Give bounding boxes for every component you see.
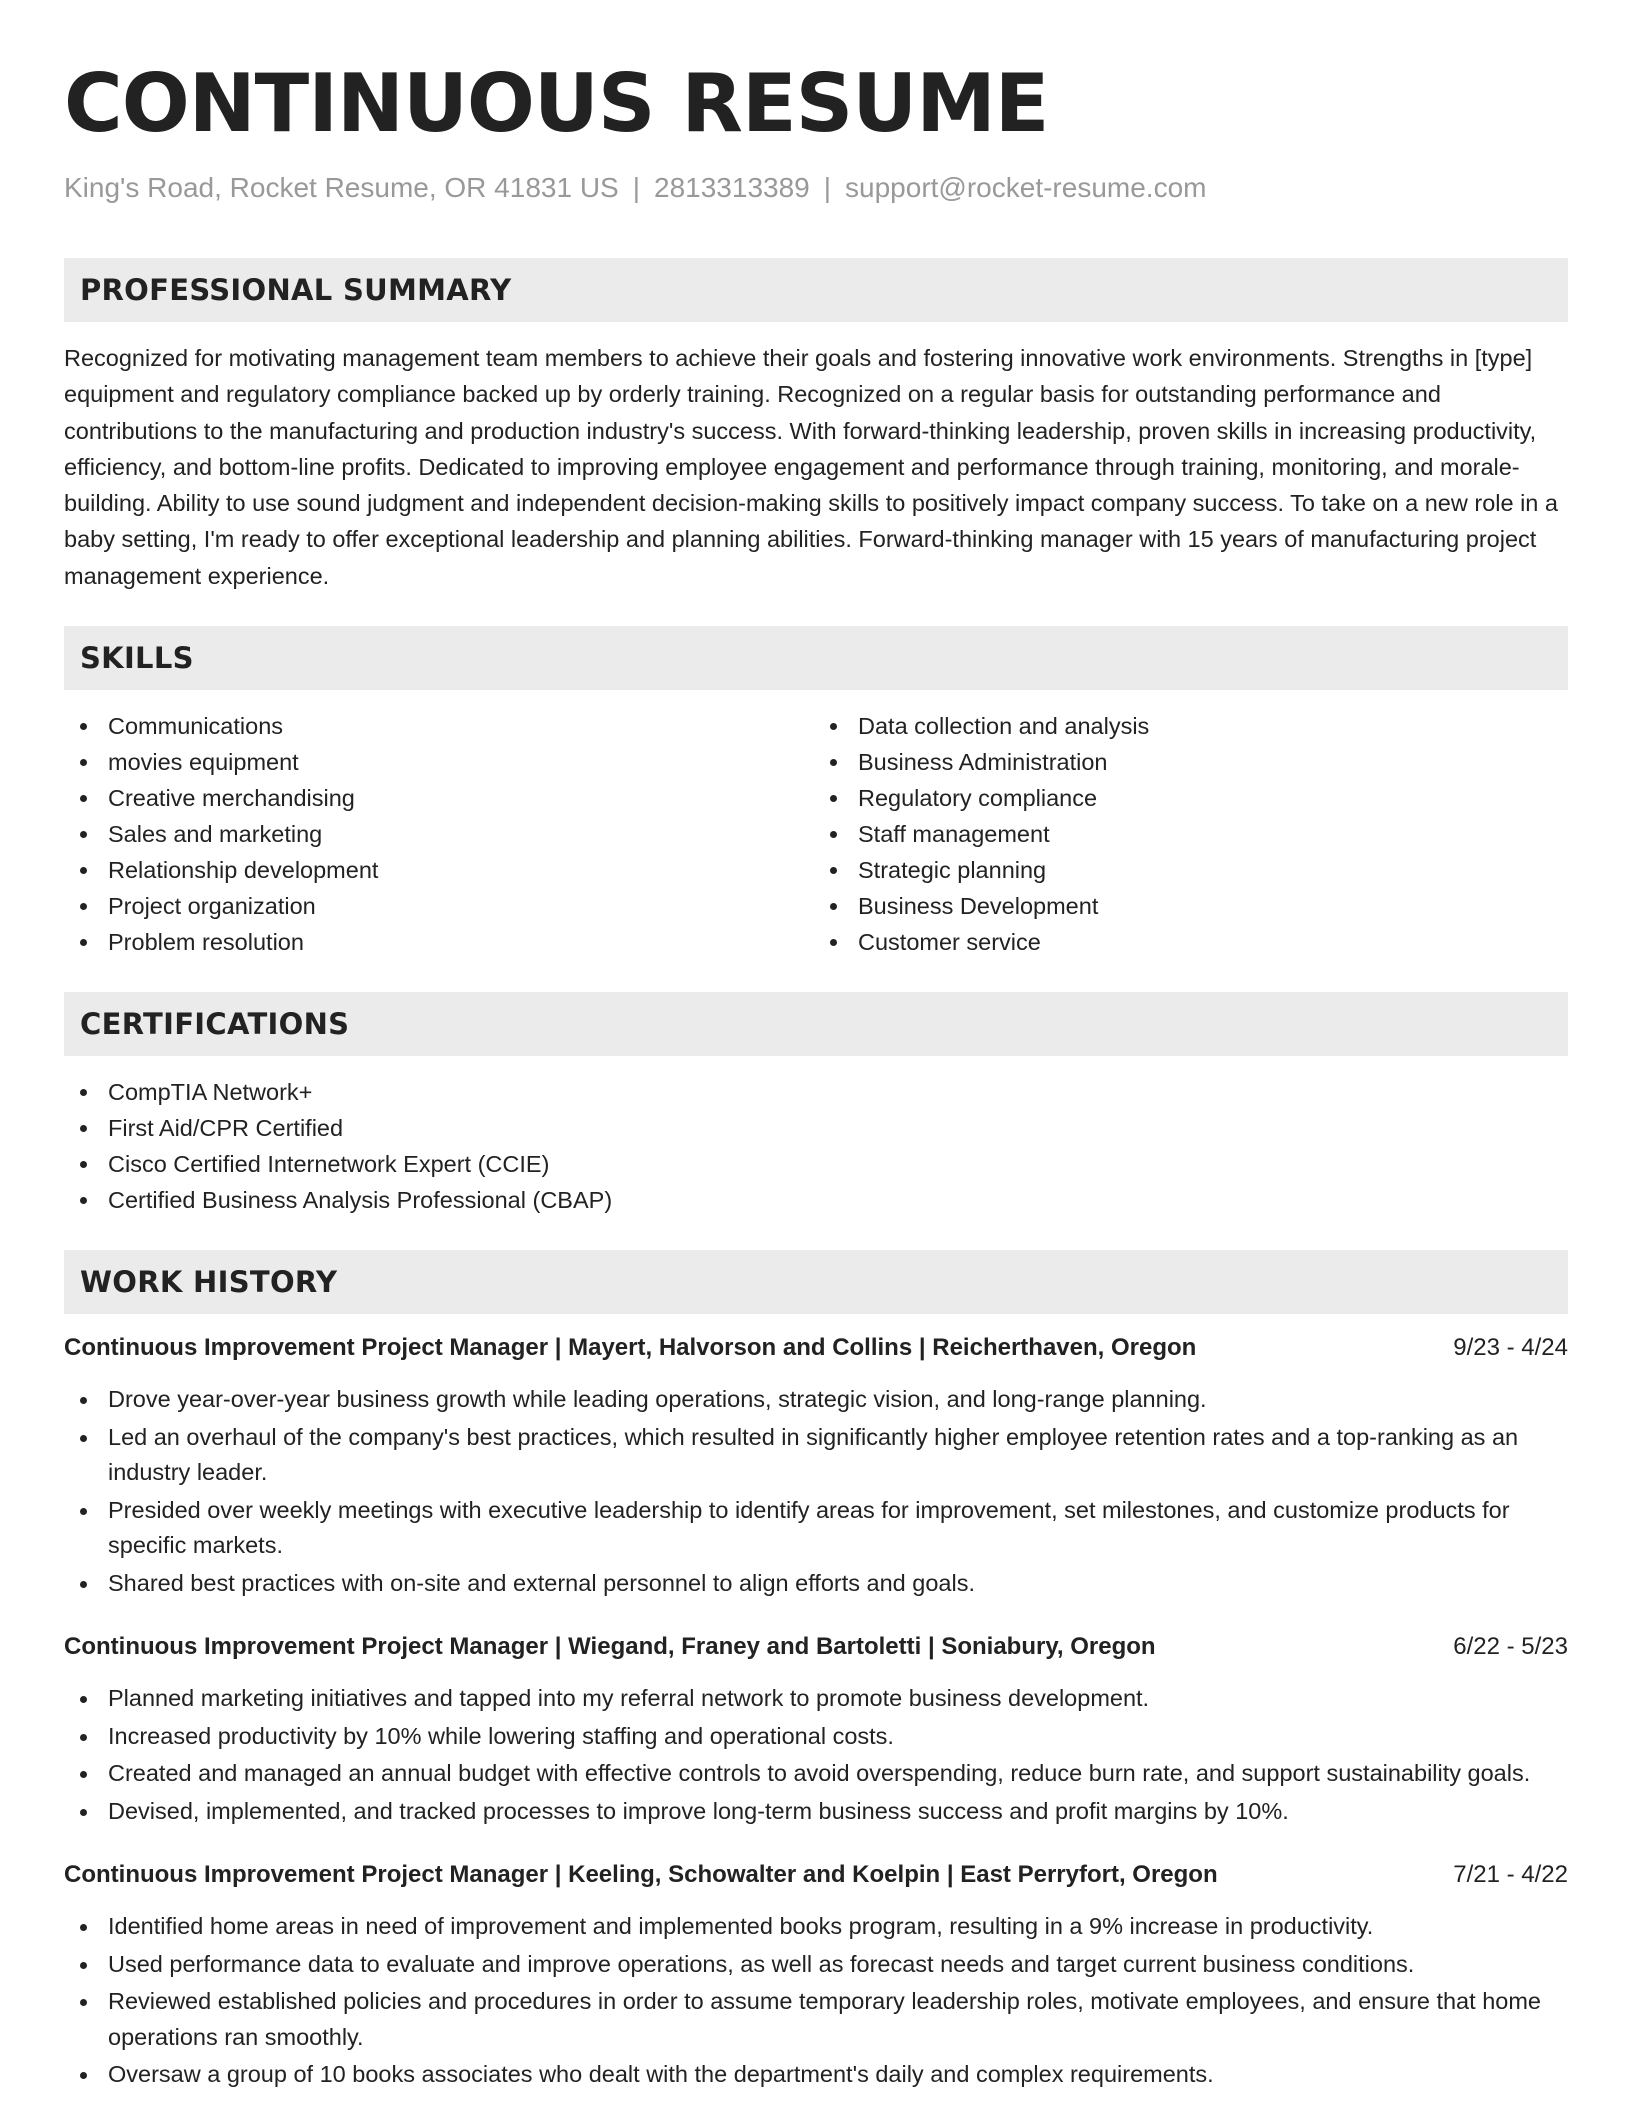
job-dates: 9/23 - 4/24 — [1453, 1334, 1568, 1362]
job-entry — [64, 1332, 1568, 1601]
skill-item: Problem resolution — [64, 924, 816, 960]
professional-summary-section — [64, 258, 1568, 594]
job-title: Continuous Improvement Project Manager | Keeling, Schowalter and Koelpin | East Perryfort, Oregon — [64, 1861, 1218, 1889]
certifications-list — [64, 1074, 1568, 1218]
section-header — [64, 1250, 1568, 1314]
section-title: SKILLS — [80, 641, 194, 676]
skills-section — [64, 626, 1568, 960]
skills-columns — [64, 708, 1568, 960]
skill-item: Business Development — [816, 888, 1568, 924]
section-header — [64, 258, 1568, 322]
section-header — [64, 992, 1568, 1056]
contact-address: King's Road, Rocket Resume, OR 41831 US — [64, 172, 619, 203]
skill-item: Customer service — [816, 924, 1568, 960]
skill-item: Project organization — [64, 888, 816, 924]
skill-item: Creative merchandising — [64, 780, 816, 816]
skill-item: movies equipment — [64, 744, 816, 780]
job-heading-row — [64, 1859, 1568, 1891]
job-heading-row — [64, 1332, 1568, 1364]
job-dates: 6/22 - 5/23 — [1453, 1633, 1568, 1661]
job-bullet: Shared best practices with on-site and external personnel to align efforts and goals. — [64, 1566, 1568, 1602]
job-entry — [64, 1859, 1568, 2093]
job-entry — [64, 1631, 1568, 1829]
certifications-section — [64, 992, 1568, 1218]
job-bullet: Increased productivity by 10% while lowering staffing and operational costs. — [64, 1719, 1568, 1755]
job-title: Continuous Improvement Project Manager | Wiegand, Franey and Bartoletti | Soniabury, Oregon — [64, 1633, 1156, 1661]
skills-right-column — [816, 708, 1568, 960]
job-heading-row — [64, 1631, 1568, 1663]
job-bullet: Presided over weekly meetings with executive leadership to identify areas for improvement, set milestones, and customize products for specific markets. — [64, 1493, 1568, 1564]
section-header — [64, 626, 1568, 690]
job-dates: 7/21 - 4/22 — [1453, 1861, 1568, 1889]
job-bullets — [64, 1681, 1568, 1829]
certification-item: CompTIA Network+ — [64, 1074, 1568, 1110]
job-bullet: Led an overhaul of the company's best practices, which resulted in significantly higher employee retention rates and a top-ranking as an industry leader. — [64, 1420, 1568, 1491]
skill-item: Staff management — [816, 816, 1568, 852]
section-title: WORK HISTORY — [80, 1265, 338, 1300]
skill-item: Strategic planning — [816, 852, 1568, 888]
skill-item: Data collection and analysis — [816, 708, 1568, 744]
summary-text: Recognized for motivating management team members to achieve their goals and fostering innovative work environments. Strengths in [type] equipment and regulatory compliance backed up by orderly training. Recognized on a regular basis for outstanding performance and contributions to the manufacturing and production industry's success. With forward-thinking leadership, proven skills in increasing productivity, efficiency, and bottom-line profits. Dedicated to improving employee engagement and performance through training, monitoring, and morale-building. Ability to use sound judgment and independent decision-making skills to positively impact company success. To take on a new role in a baby setting, I'm ready to offer exceptional leadership and planning abilities. Forward-thinking manager with 15 years of manufacturing project management experience. — [64, 345, 1558, 589]
skill-item: Regulatory compliance — [816, 780, 1568, 816]
section-title: CERTIFICATIONS — [80, 1007, 350, 1042]
job-bullet: Drove year-over-year business growth while leading operations, strategic vision, and long-range planning. — [64, 1382, 1568, 1418]
contact-phone: 2813313389 — [654, 172, 810, 203]
contact-separator: | — [823, 172, 832, 203]
contact-email[interactable]: support@rocket-resume.com — [845, 172, 1207, 203]
skill-item: Relationship development — [64, 852, 816, 888]
job-bullet: Planned marketing initiatives and tapped into my referral network to promote business development. — [64, 1681, 1568, 1717]
resume-name: CONTINUOUS RESUME — [64, 57, 1049, 150]
certification-item: First Aid/CPR Certified — [64, 1110, 1568, 1146]
job-bullets — [64, 1909, 1568, 2093]
job-bullet: Used performance data to evaluate and improve operations, as well as forecast needs and target current business conditions. — [64, 1947, 1568, 1983]
skill-item: Communications — [64, 708, 816, 744]
work-history-section — [64, 1250, 1568, 2093]
certification-item: Certified Business Analysis Professional (CBAP) — [64, 1182, 1568, 1218]
job-title: Continuous Improvement Project Manager | Mayert, Halvorson and Collins | Reicherthaven, Oregon — [64, 1334, 1197, 1362]
job-bullet: Created and managed an annual budget with effective controls to avoid overspending, reduce burn rate, and support sustainability goals. — [64, 1756, 1568, 1792]
skills-left-column — [64, 708, 816, 960]
contact-line — [64, 170, 1568, 206]
contact-separator: | — [632, 172, 641, 203]
certification-item: Cisco Certified Internetwork Expert (CCIE) — [64, 1146, 1568, 1182]
job-bullet: Identified home areas in need of improvement and implemented books program, resulting in a 9% increase in productivity. — [64, 1909, 1568, 1945]
job-bullet: Oversaw a group of 10 books associates who dealt with the department's daily and complex requirements. — [64, 2057, 1568, 2093]
job-bullet: Reviewed established policies and procedures in order to assume temporary leadership roles, motivate employees, and ensure that home operations ran smoothly. — [64, 1984, 1568, 2055]
job-bullets — [64, 1382, 1568, 1601]
job-bullet: Devised, implemented, and tracked processes to improve long-term business success and profit margins by 10%. — [64, 1794, 1568, 1830]
skill-item: Business Administration — [816, 744, 1568, 780]
section-title: PROFESSIONAL SUMMARY — [80, 273, 512, 307]
skill-item: Sales and marketing — [64, 816, 816, 852]
